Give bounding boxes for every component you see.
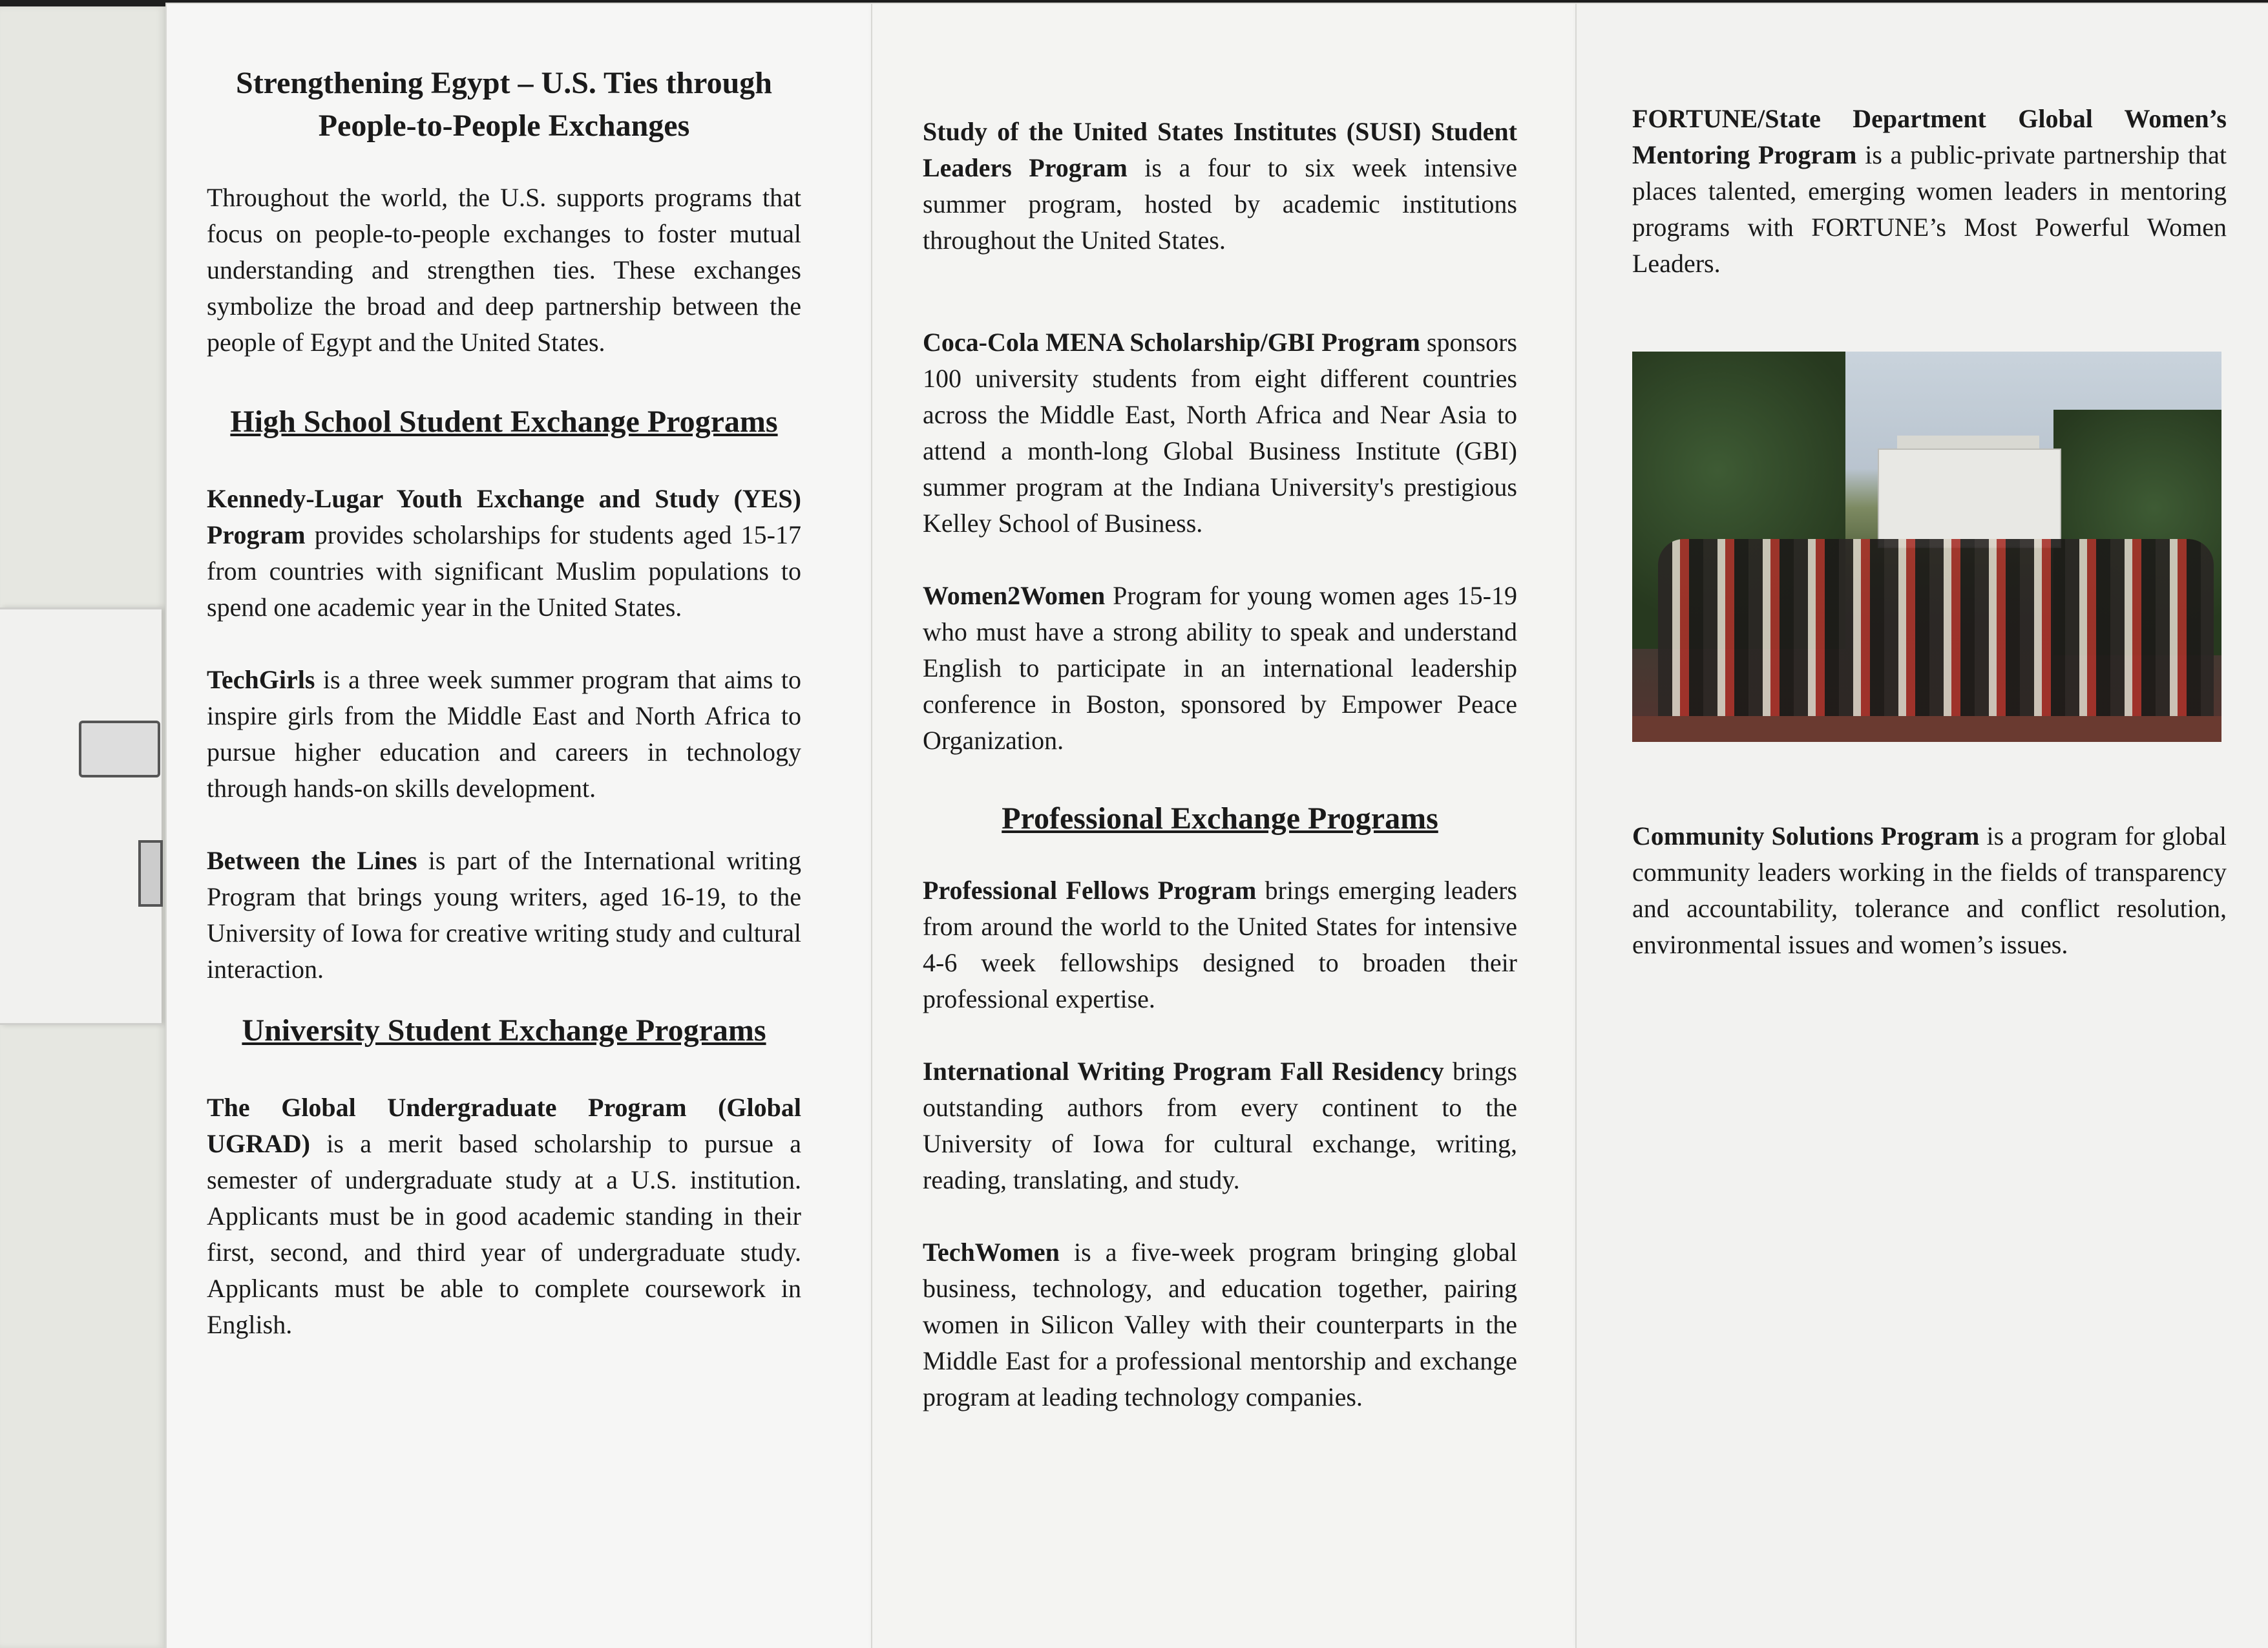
university-heading: University Student Exchange Programs [242,1013,766,1048]
susi-name: Study of the United States Institutes (SUSI) Student Leaders Program [923,117,1517,182]
iwp-residency-name: International Writing Program Fall Residency [923,1057,1444,1086]
techwomen-desc: is a five-week program bringing global business, technology, and education together, pairing women in Silicon Valley with their counterparts in the Middle East for a professional mentorship and exchange program at leading technology companies. [923,1238,1517,1411]
brochure-panel-left [167,4,871,1648]
iwp-residency-desc: brings outstanding authors from every continent to the University of Iowa for cultural exchange, writing, reading, translating, and study. [923,1057,1517,1194]
brochure-panel-middle [872,4,1575,1648]
panel-left-content [207,62,801,1343]
photo-ground [1632,716,2221,742]
yes-program-entry [207,481,801,626]
panel-middle-content [923,114,1517,1415]
photo-group-of-women [1658,539,2214,726]
between-the-lines-entry [207,843,801,988]
between-the-lines-desc: is part of the International writing Program that brings young writers, aged 16-19, to the University of Iowa for creative writing study and cultural interaction. [207,846,801,984]
fortune-mentoring-desc: is a public-private partnership that places talented, emerging women leaders in mentoring programs with FORTUNE’s Most Powerful Women Leaders. [1632,140,2227,278]
fortune-mentoring-name: FORTUNE/State Department Global Women’s Mentoring Program [1632,104,2227,169]
techwomen-name: TechWomen [923,1238,1060,1267]
between-the-lines-name: Between the Lines [207,846,417,875]
yes-program-name: Kennedy-Lugar Youth Exchange and Study (YES) Program [207,484,801,549]
panel-right-content [1632,101,2227,963]
professional-heading: Professional Exchange Programs [1002,801,1438,836]
brochure-title: Strengthening Egypt – U.S. Ties through People-to-People Exchanges [236,66,772,143]
women2women-desc: Program for young women ages 15-19 who must have a strong ability to speak and understand English to participate in an international leadership conference in Boston, sponsored by Empower Peace Organization. [923,581,1517,755]
high-school-heading: High School Student Exchange Programs [230,405,778,439]
folded-tab [0,607,162,1025]
fortune-mentoring-entry [1632,101,2227,282]
techwomen-entry [923,1234,1517,1415]
ugrad-entry [207,1090,801,1343]
tab-marker [138,840,163,907]
brochure-panel-right [1577,4,2268,1648]
professional-fellows-entry [923,872,1517,1017]
women2women-entry [923,578,1517,759]
ugrad-name: The Global Undergraduate Program (Global UGRAD) [207,1093,801,1158]
susi-desc: is a four to six week intensive summer program, hosted by academic institutions throughout the United States. [923,153,1517,255]
techgirls-desc: is a three week summer program that aims to inspire girls from the Middle East and North Africa to pursue higher education and careers in technology through hands-on skills development. [207,665,801,803]
ugrad-desc: is a merit based scholarship to pursue a semester of undergraduate study at a U.S. institution. Applicants must be in good academic standing in their first, second, and third year of undergraduate study. Applicants must be able to complete coursework in English. [207,1129,801,1339]
community-solutions-desc: is a program for global community leaders working in the fields of transparency and accountability, tolerance and conflict resolution, environmental issues and women’s issues. [1632,821,2227,959]
intro-paragraph: Throughout the world, the U.S. supports programs that focus on people-to-people exchanges to foster mutual understanding and strengthen ties. These exchanges symbolize the broad and deep partnership between the people of Egypt and the United States. [207,183,801,357]
coca-cola-name: Coca-Cola MENA Scholarship/GBI Program [923,328,1420,357]
white-house-group-photo [1632,352,2221,742]
community-solutions-name: Community Solutions Program [1632,821,1980,850]
professional-fellows-name: Professional Fellows Program [923,876,1257,905]
film-icon [79,721,160,777]
techgirls-name: TechGirls [207,665,315,694]
susi-entry [923,114,1517,259]
coca-cola-entry [923,324,1517,542]
iwp-residency-entry [923,1053,1517,1198]
women2women-name: Women2Women [923,581,1106,610]
techgirls-entry [207,662,801,807]
community-solutions-entry [1632,818,2227,963]
professional-fellows-desc: brings emerging leaders from around the world to the United States for intensive 4-6 week fellowships designed to broaden their professional expertise. [923,876,1517,1013]
yes-program-desc: provides scholarships for students aged 15-17 from countries with significant Muslim populations to spend one academic year in the United States. [207,520,801,622]
photo-white-house [1878,449,2061,548]
coca-cola-desc: sponsors 100 university students from eight different countries across the Middle East, North Africa and Near Asia to attend a month-long Global Business Institute (GBI) summer program at the Indiana University's prestigious Kelley School of Business. [923,328,1517,538]
